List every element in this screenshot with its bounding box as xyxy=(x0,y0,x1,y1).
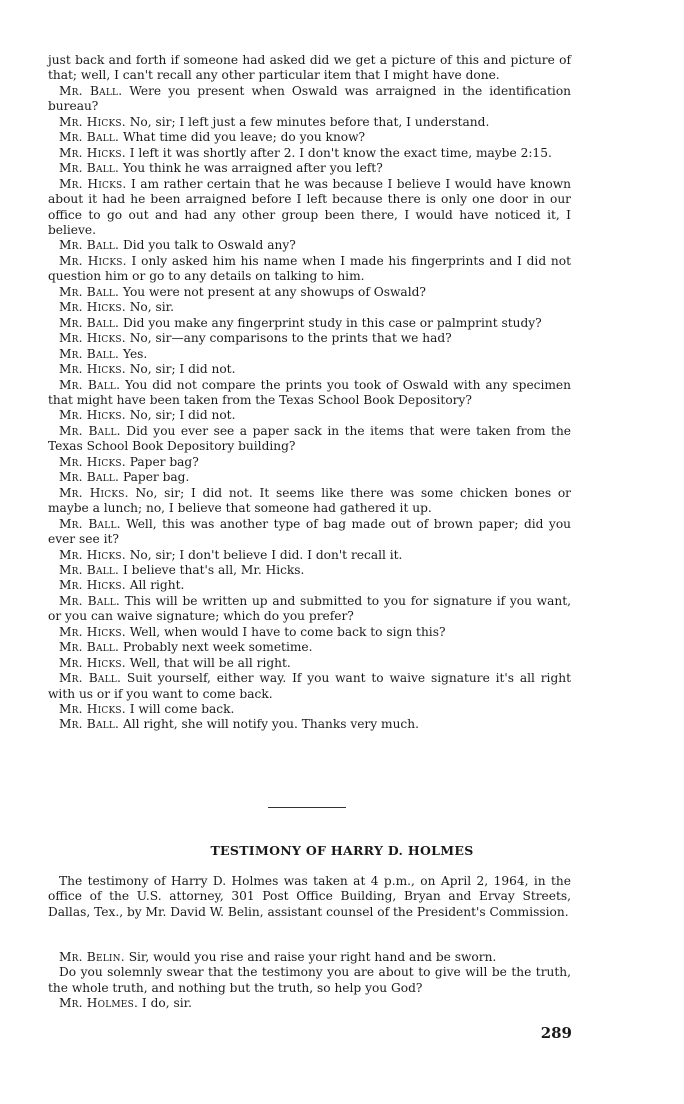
transcript-paragraph xyxy=(48,717,571,732)
speaker-label: Mr. Hicks. xyxy=(59,408,126,423)
transcript-paragraph xyxy=(48,563,571,578)
transcript-paragraph xyxy=(48,486,571,517)
speech-text: Yes. xyxy=(122,346,148,361)
speaker-label: Mr. Hicks. xyxy=(59,547,126,562)
speech-text: Paper bag. xyxy=(122,470,190,485)
speaker-label: Mr. Ball. xyxy=(59,593,120,608)
testimony-intro: The testimony of Harry D. Holmes was taken at 4 p.m., on April 2, 1964, in the office of the U.S. attorney, 301 Post Office Building, Bryan and Ervay Streets, Dallas, Tex., by Mr. David W. Belin, assistant counsel of the President's Commission. xyxy=(48,874,571,919)
transcript-paragraph xyxy=(48,378,571,409)
speech-text: No, sir—any comparisons to the prints that we had? xyxy=(129,331,452,346)
transcript-paragraph xyxy=(48,950,571,965)
transcript-paragraph xyxy=(48,640,571,655)
speaker-label: Mr. Ball. xyxy=(59,238,120,253)
speech-text: Were you present when Oswald was arraigned in the identification bureau? xyxy=(48,83,572,114)
speaker-label: Mr. Ball. xyxy=(59,470,120,485)
transcript-paragraph xyxy=(48,965,571,996)
speech-text: You did not compare the prints you took of Oswald with any specimen that might have been taken from the Texas School Book Depository? xyxy=(48,377,571,407)
speaker-label: Mr. Hicks. xyxy=(59,114,126,129)
speech-text: I do, sir. xyxy=(141,996,192,1011)
speech-text: I will come back. xyxy=(129,702,235,717)
oath-exchange xyxy=(48,950,571,1012)
speaker-label: Mr. Hicks. xyxy=(59,454,126,469)
speaker-label: Mr. Hicks. xyxy=(59,253,127,268)
speech-text: No, sir. xyxy=(129,300,174,315)
transcript-paragraph xyxy=(48,146,571,161)
speech-text: Well, when would I have to come back to sign this? xyxy=(129,624,446,639)
transcript-paragraph xyxy=(48,84,571,115)
speech-text: No, sir; I don't believe I did. I don't recall it. xyxy=(129,547,403,562)
speech-text: Paper bag? xyxy=(129,454,199,469)
speech-text: I believe that's all, Mr. Hicks. xyxy=(122,562,305,577)
transcript-paragraph xyxy=(48,300,571,315)
speech-text: Well, this was another type of bag made out of brown paper; did you ever see it? xyxy=(48,516,571,547)
speech-text: You were not present at any showups of Oswald? xyxy=(122,284,426,299)
speech-text: This will be written up and submitted to you for signature if you want, or you can waive signature; which do you prefer? xyxy=(48,593,571,624)
speech-text: I am rather certain that he was because I believe I would have known about it had he been arraigned before I left because there is only one door in our office to go out and had any other group been there, I would have noticed it, I believe. xyxy=(48,176,571,237)
speaker-label: Mr. Hicks. xyxy=(59,624,126,639)
transcript-paragraph xyxy=(48,362,571,377)
speaker-label: Mr. Hicks. xyxy=(59,176,127,191)
transcript-paragraph xyxy=(48,996,571,1011)
transcript-paragraph xyxy=(48,424,571,455)
speaker-label: Mr. Hicks. xyxy=(59,331,126,346)
transcript-paragraph xyxy=(48,548,571,563)
speech-text: No, sir; I left just a few minutes before that, I understand. xyxy=(129,114,490,129)
speech-text: You think he was arraigned after you left? xyxy=(122,161,383,176)
speaker-label: Mr. Hicks. xyxy=(59,655,126,670)
transcript-paragraph xyxy=(48,578,571,593)
transcript-paragraph xyxy=(48,702,571,717)
speech-text: Suit yourself, either way. If you want to waive signature it's all right with us or if you want to come back. xyxy=(48,671,572,701)
speaker-label: Mr. Ball. xyxy=(59,640,120,655)
speaker-label: Mr. Hicks. xyxy=(59,300,126,315)
transcript-paragraph xyxy=(48,625,571,640)
speaker-label: Mr. Hicks. xyxy=(59,145,126,160)
speech-text: Did you talk to Oswald any? xyxy=(122,238,296,253)
page-number: 289 xyxy=(540,1024,572,1042)
speaker-label: Mr. Hicks. xyxy=(59,485,129,500)
speech-text: Do you solemnly swear that the testimony you are about to give will be the truth, the whole truth, and nothing but the truth, so help you God? xyxy=(48,965,571,995)
transcript-paragraph xyxy=(48,316,571,331)
transcript-paragraph xyxy=(48,130,571,145)
speech-text: No, sir; I did not. xyxy=(129,362,236,377)
speaker-label: Mr. Ball. xyxy=(59,346,120,361)
speech-text: I left it was shortly after 2. I don't know the exact time, maybe 2:15. xyxy=(129,145,552,160)
speaker-label: Mr. Hicks. xyxy=(59,702,126,717)
speaker-label: Mr. Holmes. xyxy=(59,996,139,1011)
speaker-label: Mr. Ball. xyxy=(59,377,121,392)
transcript-paragraph xyxy=(48,671,571,702)
transcript-paragraph xyxy=(48,455,571,470)
speech-text: All right, she will notify you. Thanks very much. xyxy=(122,717,419,732)
speaker-label: Mr. Ball. xyxy=(59,562,120,577)
speech-text: Probably next week sometime. xyxy=(122,640,313,655)
transcript-paragraph xyxy=(48,115,571,130)
speaker-label: Mr. Ball. xyxy=(59,516,121,531)
section-heading: TESTIMONY OF HARRY D. HOLMES xyxy=(210,843,474,858)
transcript-paragraph xyxy=(48,470,571,485)
transcript-paragraph xyxy=(48,656,571,671)
speech-text: Sir, would you rise and raise your right hand and be sworn. xyxy=(128,950,497,964)
speaker-label: Mr. Hicks. xyxy=(59,362,126,377)
transcript-paragraph xyxy=(48,285,571,300)
speech-text: Did you make any fingerprint study in this case or palmprint study? xyxy=(122,315,542,330)
speaker-label: Mr. Ball. xyxy=(59,315,120,330)
transcript-paragraph xyxy=(48,517,571,548)
speaker-label: Mr. Ball. xyxy=(59,423,121,438)
speech-text: No, sir; I did not. xyxy=(129,408,236,423)
transcript-paragraph xyxy=(48,177,571,239)
speech-text: just back and forth if someone had asked did we get a picture of this and picture of that; well, I can't recall any other particular item that I might have done. xyxy=(48,53,571,83)
section-divider xyxy=(268,807,346,808)
speaker-label: Mr. Ball. xyxy=(59,717,120,732)
speaker-label: Mr. Hicks. xyxy=(59,578,126,593)
transcript-paragraph xyxy=(48,347,571,362)
transcript-body xyxy=(48,53,571,733)
speaker-label: Mr. Ball. xyxy=(59,284,120,299)
transcript-paragraph xyxy=(48,331,571,346)
speech-text: What time did you leave; do you know? xyxy=(122,130,366,145)
transcript-paragraph xyxy=(48,238,571,253)
transcript-paragraph xyxy=(48,53,571,84)
speech-text: No, sir; I did not. It seems like there was some chicken bones or maybe a lunch; no, I believe that someone had gathered it up. xyxy=(48,485,572,516)
speaker-label: Mr. Belin. xyxy=(59,950,125,964)
transcript-paragraph xyxy=(48,408,571,423)
transcript-paragraph xyxy=(48,161,571,176)
transcript-paragraph xyxy=(48,254,571,285)
speaker-label: Mr. Ball. xyxy=(59,83,123,98)
speech-text: Did you ever see a paper sack in the items that were taken from the Texas School Book Depository building? xyxy=(48,423,572,454)
transcript-paragraph xyxy=(48,594,571,625)
speech-text: Well, that will be all right. xyxy=(129,655,291,670)
speech-text: All right. xyxy=(129,578,185,593)
speaker-label: Mr. Ball. xyxy=(59,671,122,686)
speaker-label: Mr. Ball. xyxy=(59,161,120,176)
speaker-label: Mr. Ball. xyxy=(59,130,120,145)
speech-text: I only asked him his name when I made his fingerprints and I did not question him or go to any details on talking to him. xyxy=(48,253,571,284)
